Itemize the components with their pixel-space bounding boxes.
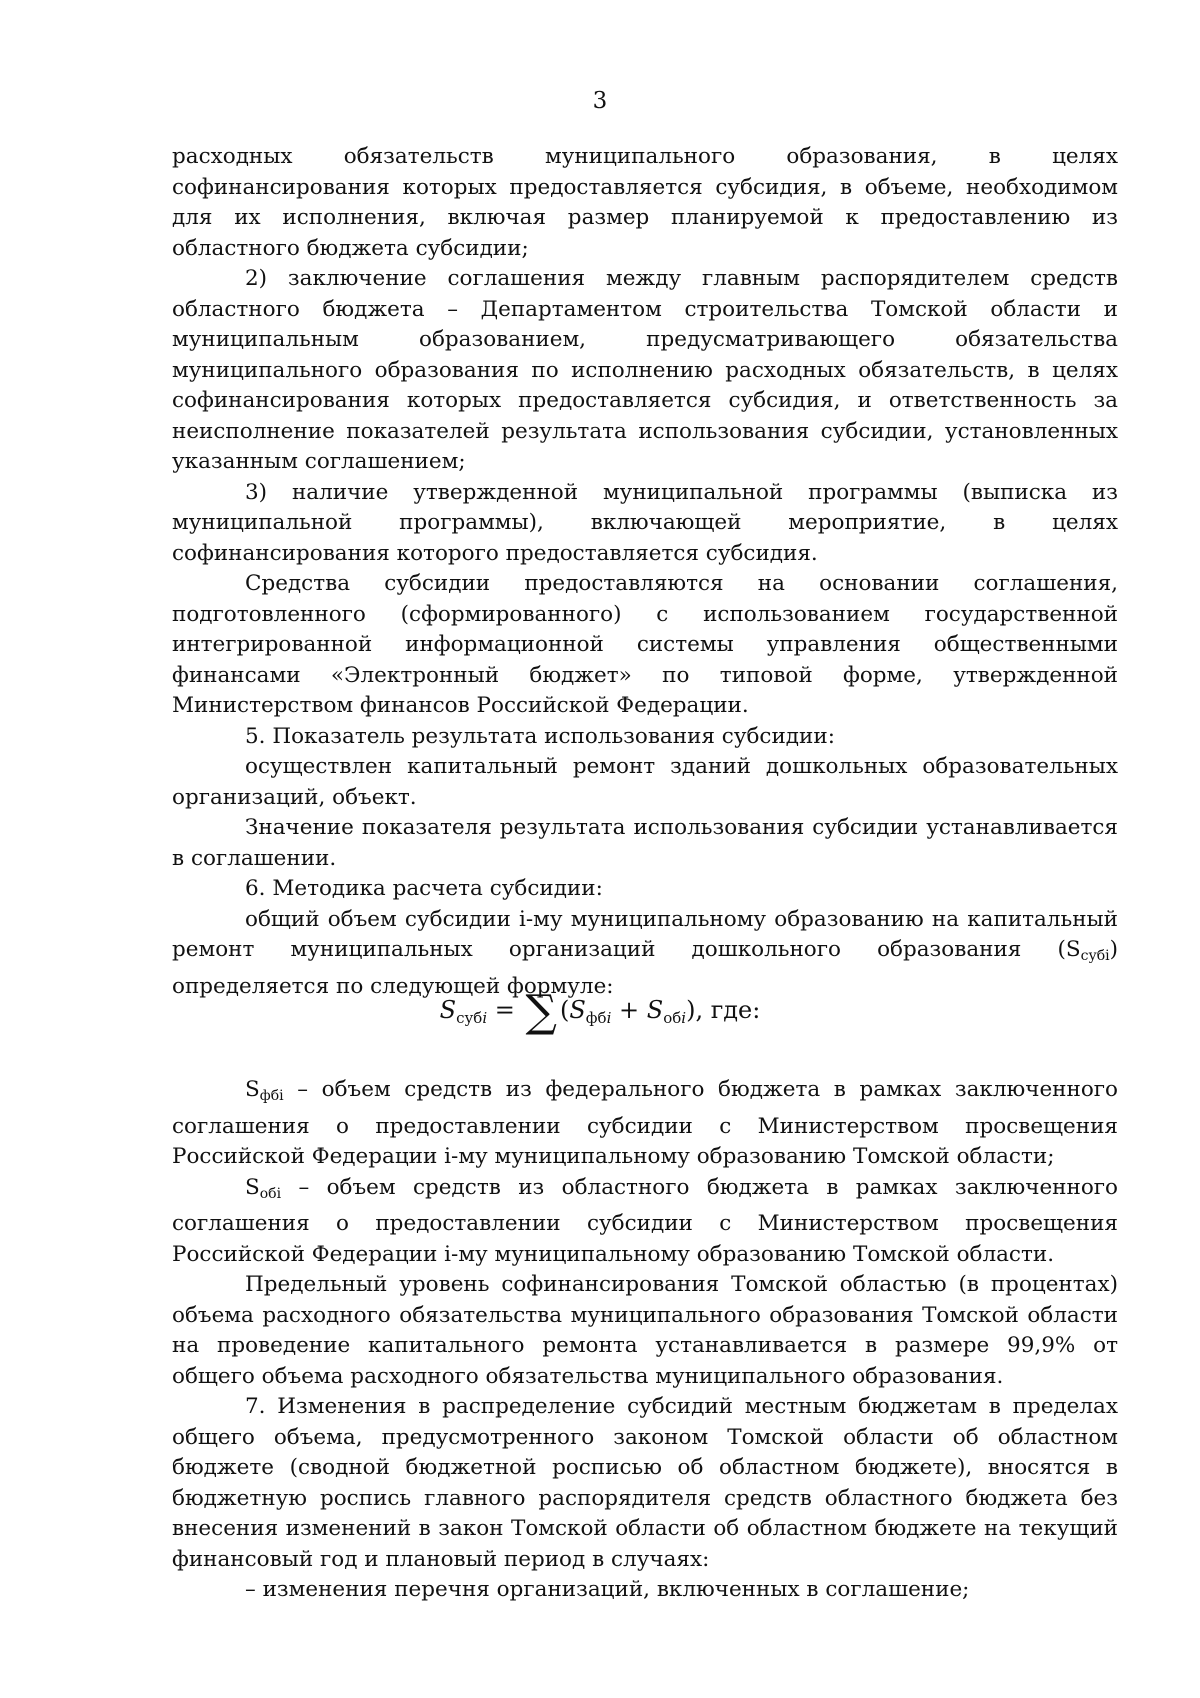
formula-close-paren: ), — [686, 996, 704, 1024]
formula-term1-subscript — [586, 1009, 612, 1027]
paragraph-condition-3: 3) наличие утвержденной муниципальной программы (выписка из муниципальной программы), включающей мероприятие, в целях софинансирования которого предоставляется субсидия. — [172, 479, 1118, 566]
formula-lhs-subscript — [456, 1009, 487, 1027]
methodology-text-after: ) определяется по следующей формуле: — [172, 937, 1118, 999]
list-item-organizations-change: – изменения перечня организаций, включенных в соглашение; — [245, 1577, 970, 1602]
page-number: 3 — [592, 88, 608, 114]
formula-equals: = — [487, 996, 523, 1024]
paragraph-obligations-continued: расходных обязательств муниципального образования, в целях софинансирования которых предоставляется субсидия, в объеме, необходимом для их исполнения, включая размер планируемой к предоставлению из областного бюджета субсидии; — [172, 144, 1118, 261]
definition-regional-subscript: обi — [259, 1185, 282, 1202]
paragraph-condition-2: 2) заключение соглашения между главным распорядителем средств областного бюджета – Департаментом строительства Томской области и муниципальным образованием, предусматривающего обязательства муниципального образования по исполнению расходных обязательств, в целях софинансирования которых предоставляется субсидия, и ответственность за неисполнение показателей результата использования субсидии, установленных указанным соглашением; — [172, 266, 1118, 474]
methodology-text-before: общий объем субсидии i-му муниципальному образованию на капитальный ремонт муниципальных организаций дошкольного образования (S — [172, 906, 1118, 962]
formula-open-paren: ( — [559, 996, 570, 1024]
definition-regional-text: – объем средств из областного бюджета в рамках заключенного соглашения о предоставлении субсидии с Министерством просвещения Российской Федерации i-му муниципальному образованию Томской области. — [172, 1174, 1118, 1267]
methodology-subscript: субi — [1080, 948, 1110, 964]
text-block-lower — [172, 1075, 1118, 1606]
definition-federal-subscript: фбi — [259, 1088, 284, 1104]
formula-term1-sub-text: фб — [585, 1009, 607, 1027]
paragraph-subsidy-funds: Средства субсидии предоставляются на основании соглашения, подготовленного (сформированного) с использованием государственной интегрированной информационной системы управления общественными финансами «Электронный бюджет» по типовой форме, утвержденной Министерством финансов Российской Федерации. — [172, 571, 1118, 718]
definition-federal-funds — [172, 1075, 1118, 1173]
formula-sum-sign: ∑ — [525, 986, 557, 1037]
section-7-paragraph: 7. Изменения в распределение субсидий местным бюджетам в пределах общего объема, предусмотренного законом Томской области об областном бюджете (сводной бюджетной росписью об областном бюджете), вносятся в бюджетную роспись главного распорядителя средств областного бюджета без внесения изменений в закон Томской области об областном бюджете на текущий финансовый год и плановый период в случаях: — [172, 1394, 1118, 1572]
formula-plus: + — [611, 996, 647, 1024]
formula-term2-symbol: S — [646, 996, 664, 1024]
definition-federal-symbol: S — [245, 1077, 260, 1102]
formula-lhs-index: i — [482, 1009, 488, 1027]
formula-term2-subscript — [663, 1009, 686, 1027]
paragraph-cofinancing-limit: Предельный уровень софинансирования Томской областью (в процентах) объема расходного обязательства муниципального образования Томской области на проведение капитального ремонта устанавливается в размере 99,9% от общего объема расходного обязательства муниципального образования. — [172, 1272, 1118, 1389]
definition-federal-text: – объем средств из федерального бюджета в рамках заключенного соглашения о предоставлении субсидии с Министерством просвещения Российской Федерации i-му муниципальному образованию Томской области; — [172, 1077, 1118, 1169]
section-6-heading: 6. Методика расчета субсидии: — [245, 876, 603, 901]
text-block-upper — [172, 142, 1118, 1002]
formula-term2-index: i — [681, 1009, 687, 1027]
formula-tail: где: — [703, 996, 761, 1024]
paragraph-result-indicator: осуществлен капитальный ремонт зданий дошкольных образовательных организаций, объект. — [172, 754, 1118, 810]
subsidy-formula — [0, 985, 1200, 1043]
formula-lhs-sub-text: суб — [456, 1009, 483, 1027]
section-5-heading: 5. Показатель результата использования субсидии: — [245, 723, 835, 749]
definition-regional-symbol: S — [245, 1174, 260, 1200]
formula-term2-sub-text: об — [663, 1009, 682, 1027]
definition-regional-funds — [172, 1173, 1118, 1271]
formula-term1-symbol: S — [569, 996, 586, 1024]
paragraph-indicator-value: Значение показателя результата использования субсидии устанавливается в соглашении. — [172, 815, 1118, 871]
formula-term1-index: i — [606, 1009, 612, 1027]
formula-lhs-symbol: S — [439, 996, 457, 1024]
